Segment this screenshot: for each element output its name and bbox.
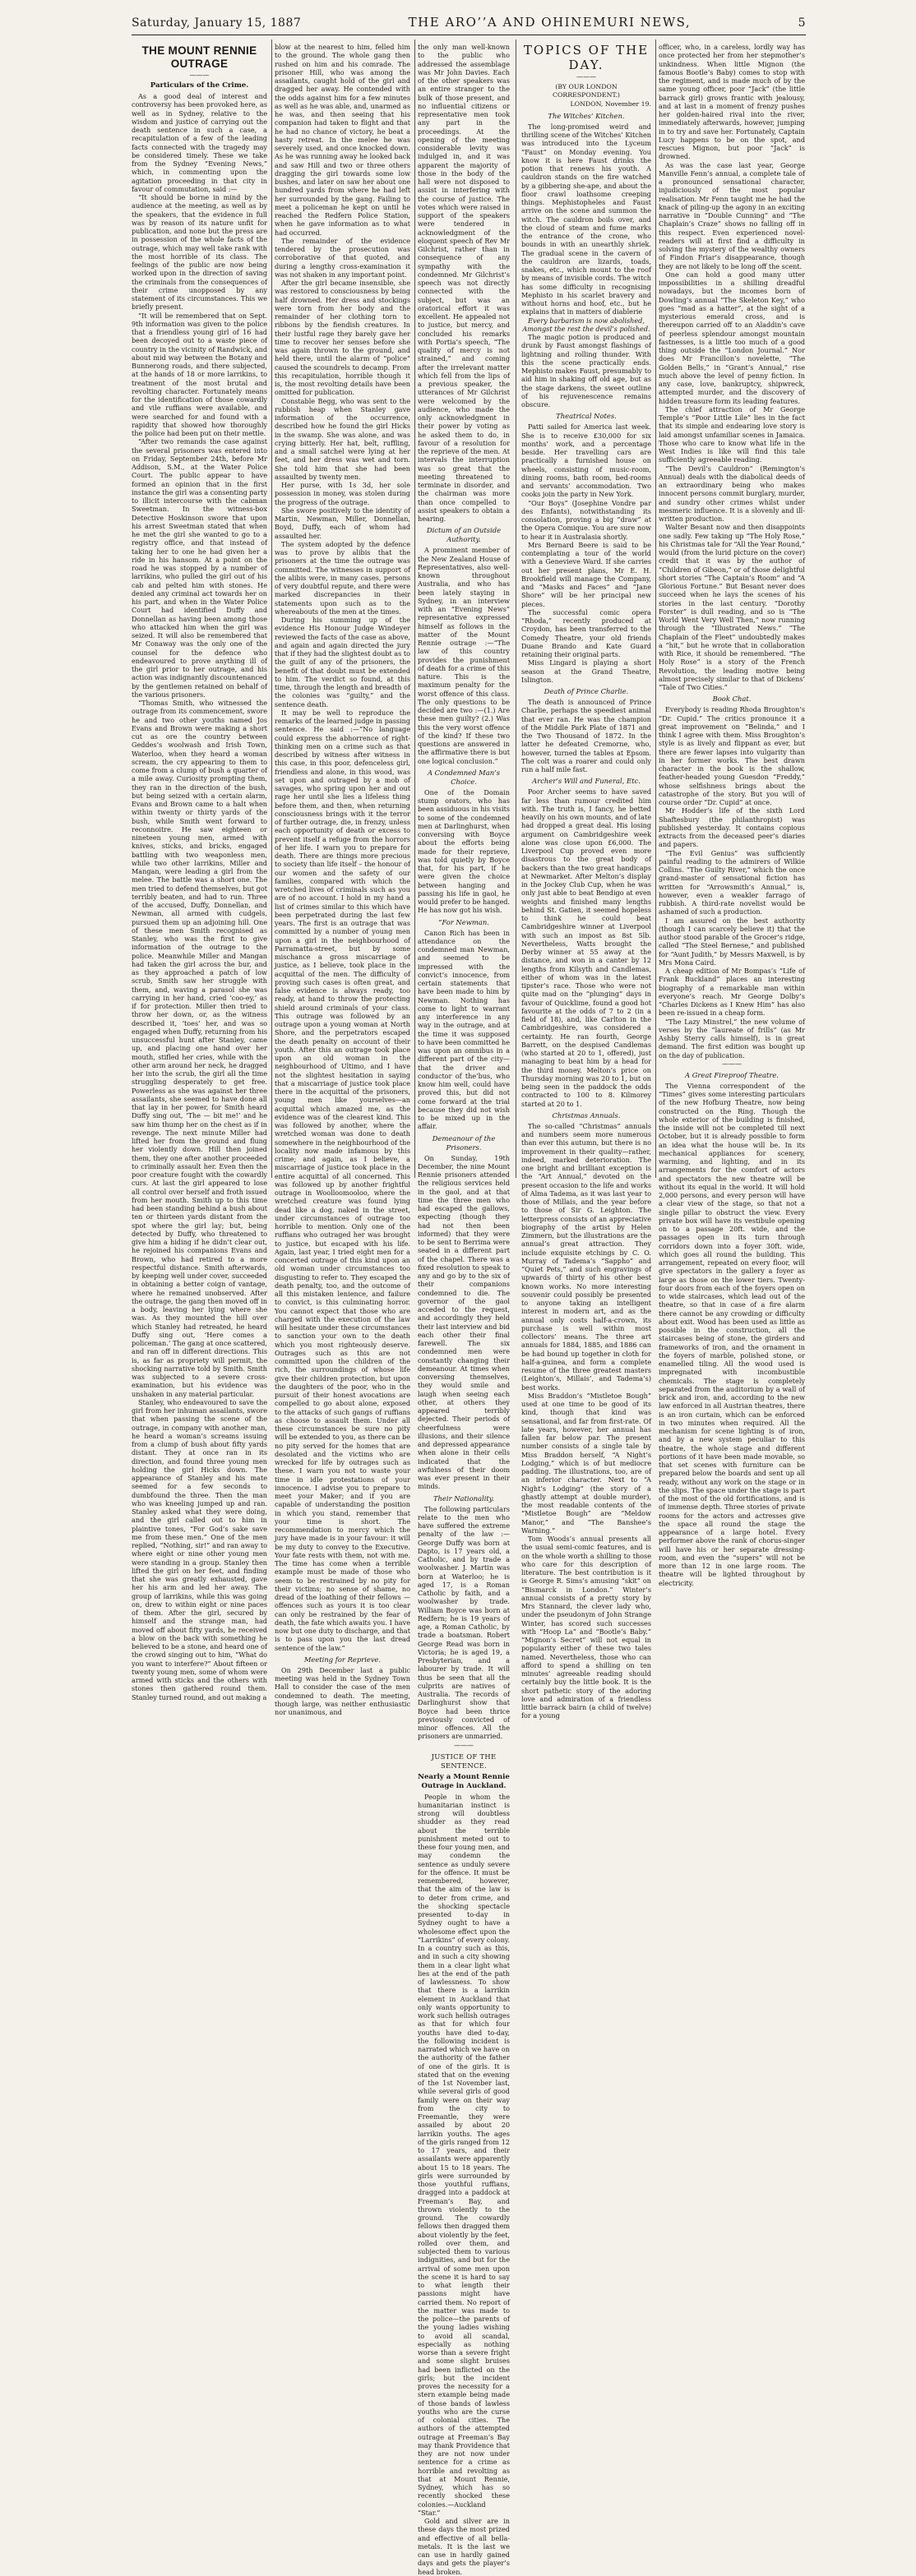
paragraph: The magic potion is produced and drunk by Faust amongst flashings of lightning and rolling thunder. With this the scene practically ends. Mephisto makes Faust, presumably to aid him in shaking off old age, but as the stage darkens, the sweet outline of his rejuvenescence remains obscure. — [521, 333, 651, 409]
paragraph: As a good deal of interest and controversy has been provoked here, as well as in Sydney, relative to the wisdom and justice of carrying out the death sentence in such a case, a recapitulation of a few of the leading facts connected with the tragedy may be considered timely. These we take from the Sydney “Evening News,” which, in commenting upon the agitation proceeding in that city in favour of commutation, said :— — [132, 92, 267, 193]
section-subhead: Book Chat. — [712, 695, 752, 704]
paragraph: Mrs Bernard Beere is said to be contemplating a tour of the world with a Genevieve Ward. If she carries out her present plans, Mr E. H. Brookfield will manage the Company, and “Masks and Faces” and “Jane Shore” will be her principal new pieces. — [521, 540, 651, 608]
column-divider — [271, 39, 272, 1178]
paragraph: The death is announced of Prince Charlie, perhaps the speediest animal that ever ran. He was the champion of the Middle Park Plate of 1871 and the Two Thousand of 1872. In the latter he defeated Cremorne, who, however, turned the tables at Epsom. The colt was a roarer and could only run a half mile fast. — [521, 698, 651, 773]
paragraph: blow at the nearest to him, felled him to the ground. The whole gang then rushed on him and his comrade. The prisoner Hill, who was among the assailants, caught hold of the girl and dragged her away. He contended with the odds against him for a few minutes as well as he was able, and, unarmed as he was, and then seeing that his companion had taken to flight and that he had no chance of victory, he beat a hasty retreat. In the melee he was severely used, and once knocked down. As he was running away he looked back and saw Hill and two or three others dragging the girl towards some low bushes, and later on saw her about one hundred yards from where he had left her surrounded by the gang. Failing to meet a policeman he kept on until he reached the Redfern Police Station, when he gave information as to what had occurred. — [275, 43, 410, 237]
column-1 — [132, 43, 267, 1701]
masthead — [132, 15, 806, 33]
paragraph: Poor Archer seems to have saved far less than rumour credited him with. The truth is, I fancy, he betted heavily on his own mounts, and of late had dropped a great deal. His losing argument on Cambridgeshire week alone was close upon £6,000. The Liverpool Cup proved even more disastrous to the great body of backers than the two great handicaps at Newmarket. After Melton’s display in the Jockey Club Cup, when he was only just able to beat Bendigo at even weights and finished many lengths behind St. Gatien, it seemed hopeless to think he could beat Cambridgeshire winner at Liverpool with such an impost as 8st 5lb. Nevertheless, Watts brought the Derby winner at 55 away at the distance, and won in a canter by 12 lengths from Kilsyth and Candlemas, either of whom was in the latest tipster’s race. Those who were not quite mad on the “plunging” days in favour of Quicklime, found a good hot favourite at the odds of 7 to 2 (in a field of 18), and, like Carlton in the Cambridgeshire, was considered a certainty. He ran fourth, George Barrett, on the despised Candlemas (who started at 20 to 1, offered), just managing to beat him by a head for the third money. Melton’s price on Thursday morning was 20 to 1, but on being seen in the paddock the odds contracted to 100 to 8. Kilmorey started at 20 to 1. — [521, 787, 651, 1108]
section-divider: ——— — [454, 1741, 474, 1749]
paragraph: People in whom the humanitarian instinct is strong will doubtless shudder as they read about the terrible punishment meted out to these four young men, and may condemn the sentence as unduly severe for the offence. It must be remembered, however, that the aim of the law is to deter from crime, and the shocking spectacle presented to-day in Sydney ought to have a wholesome effect upon the “Larrikins” of every colony. In a country such as this, and in such a city showing them in a clear light what lies at the end of the path of lawlessness. To show that there is a larrikin element in Auckland that only wants opportunity to work such hellish outrages as that for which four youths have died to-day, the following incident is narrated which we have on the authority of the father of one of the girls. It is stated that on the evening of the 1st November last, while several girls of good family were on their way from the city to Freemantle, they were assailed by about 20 larrikin youths. The ages of the girls ranged from 12 to 17 years, and their assailants were apparently about 15 to 18 years. The girls were surrounded by those youthful ruffians, dragged into a paddock at Freeman’s Bay, and thrown violently to the ground. The cowardly fellows then dragged them about violently by the feet, rolled over them, and subjected them to various indignities, and but for the arrival of some men upon the scene it is hard to say to what length their passions might have carried them. No report of the matter was made to the police—the parents of the young ladies wishing to avoid all scandal, especially as nothing worse than a severe fright and some slight bruises had been inflicted on the girls; but the incident proves the necessity for a stern example being made of those bands of lawless youths who are the curse of colonial cities. The authors of the attempted outrage at Freeman’s Bay may thank Providence that they are not now under sentence for a crime as horrible and revolting as that at Mount Rennie, Sydney, which has so recently shocked these colonies.—Auckland “Star.” — [418, 1792, 510, 2517]
paragraph: The system adopted by the defence was to prove by alibis that the prisoners at the time the outrage was committed. The witnesses in support of the alibis were, in many cases, persons of very doubtful repute, and there were marked discrepancies in their statements upon such as to the whereabouts of the men at the times. — [275, 539, 410, 616]
paragraph: “It should be borne in mind by the audience at the meeting, as well as by the speakers, that the evidence in full was by reason of its nature unfit for publication, and none but the press are in possession of the whole facts of the outrage, which may well take rank with the most horrible of its class. The feelings of the public are now being worked upon in the direction of saving the criminals from the consequences of their crime unopposed by any statement of its circumstances. This we briefly present. — [132, 193, 267, 312]
page-number: 5 — [798, 16, 806, 30]
section-subhead: “For Newman. — [438, 917, 489, 926]
paragraph: The successful comic opera “Rhoda,” recently produced at Croydon, has been transferred to the Comedy Theatre, your old friends Duane Brando and Kate Guard retaining their original parts. — [521, 607, 651, 658]
paragraph: Walter Besant now and then disappoints one sadly. Few taking up “The Holy Rose,” his Christmas tale for “All the Year Round,” would (from the lurid picture on the cover) credit that it was by the author of “Children of Gibeon,” or of those delightful short stories “The Captain’s Room” and “A Glorious Fortune.” But Besant never does succeed when he lays the scenes of his stories in the last century. “Dorothy Forster” is dull reading, and so is “The World Went Very Well Then,” now running through the “Illustrated News.” “The Chaplain of the Fleet” undoubtedly makes a “hit,” but he wrote that in collaboration with Rice, it should be remembered. “The Holy Rose” is a story of the French Revolution, the leading motive being almost precisely similar to that of Dickens’ “Tale of Two Cities.” — [659, 523, 805, 691]
section-subhead: Archer’s Will and Funeral, Etc. — [532, 777, 641, 786]
paragraph: I am assured on the best authority (though I can scarcely believe it) that the author stood parable of the Grocer’s ridge, called “The Steel Bernese,” and published for “Aunt Judith,” by Messrs Maxwell, is by Mrs Mona Caird. — [659, 916, 805, 967]
column-5 — [659, 43, 805, 1587]
paragraph: On 29th December last a public meeting was held in the Sydney Town Hall to consider the case of the men condemned to death. The meeting, though large, was neither enthusiastic nor unanimous, and — [275, 1665, 410, 1716]
issue-date: Saturday, January 15, 1887 — [132, 16, 302, 30]
paragraph: “It will be remembered that on Sept. 9th information was given to the police that a friendless young girl of 16 had been decoyed out to a waste piece of country in the vicinity of Randwick, and about mid way between the Botany and Bunnerong roads, and there subjected, at the hands of 18 or more larrikins, to treatment of the most brutal and revolting character. Fortunately means for the identification of those cowardly and vile ruffians were available, and were searched for and found with a rapidity that showed how thoroughly the police had been put on their mettle. — [132, 311, 267, 437]
paragraph: The following particulars relate to the men who have suffered the extreme penalty of the law :—George Duffy was born at Dapto, is 17 years old, a Catholic, and by trade a woolwasher. J. Martin was born at Waterloo; he is aged 17, is a Roman Catholic by faith, and a woolwasher by trade. William Boyce was born at Redfern; he is 19 years of age, a Roman Catholic, by trade a boatsman. Robert George Read was born in Victoria; he is aged 19, a Presbyterian, and a labourer by trade. It will thus be seen that all the culprits are natives of Australia. The records of Darlinghurst show that Boyce had been thrice previously convicted of minor offences. All the prisoners are unmarried. — [418, 1504, 510, 1741]
paragraph: Tom Woods’s annual presents all the usual semi-comic features, and is on the whole worth a shilling to those who care for this description of literature. The best contribution is it is George R. Sims’s amusing “skit” on “Bismarck in London.” Winter’s annual consists of a pretty story by Mrs Stannard, the clever lady who, under the pseudonym of John Strange Winter, has scored such successes with “Hoop La” and “Bootle’s Baby.” “Mignon’s Secret” will not equal in popularity either of these two tales named. Nevertheless, those who can afford to spend a shilling on ten minutes’ agreeable reading should certainly buy the little book. It is the short pathetic story of the adoring love and admiration of a friendless little barrack bairn (a child of twelve) for a young — [521, 1535, 651, 1720]
article-headline: TOPICS OF THE DAY. — [523, 43, 650, 72]
paragraph: Her purse, with 1s 3d, her sole possession in money, was stolen during the progress of the outrage. — [275, 481, 410, 506]
paragraph: The chief attraction of Mr George Temple’s “Poor Little Lile” lies in the fact that its simple and endearing love story is laid amongst unfamiliar scenes in Jamaica. Those who care to know what life in the West Indies is like will find this tale sufficiently agreeable reading. — [659, 404, 805, 464]
paragraph: “Thomas Smith, who witnessed the outrage from its commencement, swore he and two other youths named Jos Evans and Brown were making a short cut as ore the country between Geddes’s woolwash and Irish Town, Waterloo, when they heard a woman scream, the cry appearing to them to come from a clump of bush a quarter of a mile away. Curiosity prompting them, they ran in the direction of the bush, but being seized with a certain alarm, Evans and Brown came to a halt when within twenty or thirty yards of the bush, while Smith went forward to reconnoitre. He saw eighteen or nineteen young men, armed with knives, sticks, and bricks, engaged battling with two weaponless men, while two other larrikins, Miller and Mangan, were leading a girl from the melee. The battle was a short one. The men tried to defend themselves, but got terribly beaten, and had to run. Three of the accused, Duffy, Donnellan, and Newman, all armed with cudgels, pursued them up an adjoining hill. One of these men Smith recognised as Stanley, who was the first to give information of the outrage to the police. Meanwhile Miller and Mangan had taken the girl across the bur, and as they approached a patch of low scrub, Smith saw her struggle with them, and, waving a parasol she was carrying in her hand, cried ‘coo-ey,’ as if for protection. Miller then tried to throw her down, or, as the witness described it, ‘toes’ her, and was so engaged when Duffy, returning from his unsuccessful hunt after Stanley, came up, and placing one hand over her mouth, stifled her cries, while with the other arm around her neck, he dragged her into the scrub, the girl all the time struggling desperately to get free. Powerless as she was against her three assailants, she seemed to have done all that lay in her power, for Smith heard Duffy sing out, ‘The — bit me!’ and he saw him thump her on the chest as if in revenge. The next minute Miller had lifted her from the ground and flung her violently down. Hill then joined them, they one after another proceeded to criminally assault her. Even then the poor creature fought with the cowardly curs. At last the girl appeared to lose all control over herself and froth issued from her mouth. Smith up to this time had been standing behind a bush about ten or thirteen yards distant from the spot where the girl lay; but, being detected by Duffy, who threatened to give him a hiding if he didn’t clear out, he rejoined his companions Evans and Brown, who had retired to a more respectful distance. Smith afterwards, by keeping well under cover, succeeded in obtaining a better coign of vantage, where he remained unobserved. After the outrage, the gang then moved off in a body, leaving her lying where she was. As they mounted the hill over which Stanley had retreated, he heard Duffy sing out, ‘Here comes a policeman.’ The gang at once scattered, and ran off in different directions. This is, as far as propriety will permit, the shocking narrative told by Smith. Smith was subjected to a severe cross-examination, but his evidence was unshaken in any material particular. — [132, 699, 267, 1398]
section-divider: ——— — [189, 72, 210, 79]
section-subhead: Meeting for Reprieve. — [303, 1655, 382, 1664]
paragraph: “The Devil’s Cauldron” (Remington’s Annual) deals with the diabolical deeds of an extraordinary being who makes innocent persons commit burglary, murder, and sundry other crimes whilst under mesmeric influence. It is a slovenly and ill-written production. — [659, 464, 805, 523]
paragraph: It may be well to reproduce the remarks of the learned judge in passing sentence. He said :—“No language could express the abhorrence of right-thinking men on a crime such as that described by witness after witness in this case, in this poor, defenceless girl, friendless and alone, in this wood, was set upon and outraged by a mob of savages, who spring upon her and out rage her until she lies a lifeless thing before them, and then, when returning consciousness brings with it the terror of further outrage, die, in frenzy, unless each opportunity of death or excess to prevent itself a refuge from the horrors of her life. I warn you to prepare for death. There are things more precious to society than life itself – the honour of our women and the safety of our families, compared with which the wretched lives of criminals such as you are of no account. I hold in my hand a list of crimes similar to this which have been perpetrated during the last few years. The first is an outrage that was committed by a number of young men upon a girl in the neighbourhood of Parramatta-street, but by some mischance a gross miscarriage of justice, as I believe, took place in the acquittal of the men. The difficulty of proving such cases is often great, and false evidence is always ready, too ready, at hand to throw the protecting shield around criminals of your class. This outrage was followed by an outrage upon a young woman at North Shore, and the perpetrators escaped the death penalty on account of their youth. After this an outrage took place upon an old woman in the neighbourhood of Ultimo, and I have not the slightest hesitation in saying that a miscarriage of justice took place there in the acquittal of the prisoners, young men like yourselves—an acquittal which amazed me, as the evidence was of the clearest kind. This was followed by another, where the wretched woman was done to death somewhere in the neighbourhood of the locality now made infamous by this crime; and again, as I believe, a miscarriage of justice took place in the entire acquittal of all concerned. This was followed up by another frightful outrage in Woolloomooloo, where the wretched creature was found lying dead like a dog, naked in the street, under circumstances of outrage too horrible to mention. Only one of the ruffians who outraged her was brought to justice, but escaped with his life. Again, last year, I tried eight men for a concerted outrage of this kind upon an old woman under circumstances too disgusting to refer to. They escaped the death penalty, too, and the outcome of all this mistaken lenience, and failure to convict, is this culminating horror. You cannot expect that those who are charged with the execution of the law will hesitate under these circumstances to sanction your own to the death which you most righteously deserve. Outrages such as this are not committed upon the children of the rich, the surroundings of whose life give their children protection, but upon the daughters of the poor, who in the pursuit of their honest avocations are compelled to go about alone, exposed to the attacks of such gangs of ruffians as choose to assault them. Under all these circumstances be sure no pity will be extended to you, as there can be no pity served for the homes that are desolated and the victims who are wrecked for life by outrages such as these. I warn you not to waste your time in idle protestations of your innocence. I advise you to prepare to meet your Maker; and if you are capable of understanding the position in which you stand, remember that your time is short. The recommendation to mercy which the jury have made is in your favour: it will be my duty to convey to the Executive. Your fate rests with them, not with me. The time has come when a terrible example must be made of those who seem to be restrained by no pity for their victims; no sense of shame, no dread of the loathing of their fellows — offences such as yours it is too clear can only be restrained by the fear of death, the fate which awaits you. I have now but one duty to discharge, and that is to pass upon you the last dread sentence of the law.” — [275, 708, 410, 1652]
column-4 — [521, 43, 651, 1720]
section-divider: ——— — [722, 1059, 742, 1068]
paragraph: As was the case last year, George Manville Fenn’s annual, a complete tale of a pronounced sensational character, injudiciously of the most popular realisation. Mr Fenn taught me he had the knack of piling-up the agony in an exciting narrative in “Double Cunning” and “The Chaplain’s Craze” shows no falling off in this respect. Even experienced novel-readers will at first find a difficulty in solving the mystery of the wealthy owners of Findon Friar’s disappearance, though they are not likely to be long off the scent. — [659, 160, 805, 270]
paragraph: The Vienna correspondent of the “Times” gives some interesting particulars of the new Hofburg Theatre, now being constructed on the Ring. Though the whole exterior of the building is finished, the inside will not be completed till next October, but it is already possible to form an idea what the house will be. In its mechanical appliances for scenery, warming, and lighting, and in its arrangements for the comfort of actors and spectators the new theatre will be without its equal in the world. It will hold 2,000 persons, and every person will have a clear view of the stage, so that not a single pillar to obstruct the view. Every private box will have its vestibule opening on to a passage 20ft. wide, and the passages open in its turn through corridors down into a foyer 30ft. wide, which goes all round the building. This arrangement, repeated on every floor, will give spectators in the gallery a foyer as large as those on the lower tiers. Twenty-four doors from each of the foyers open on to wide staircases, which lead out of the theatre, so that in case of a fire alarm there cannot be any crowding or difficulty about exit. Wood has been used as little as possible in the construction, all the staircases being of stone, the girders and frameworks of iron, and the ornament in the foyers of marble, polished stone, or enamelled tiling. All the wood used is impregnated with incombustible chemicals. The stage is completely separated from the auditorium by a wall of brick and iron, and, according to the new law enforced in all Austrian theatres, there is an iron curtain, which can be enforced in two minutes when required. All the mechanism for scene lighting is of iron, and by a new system peculiar to this theatre, the whole stage and different portions of it have been made movable, so that set scenes with furniture can be prepared below the boards and sent up all ready, without any work on the stage or in the slips. The space under the stage is part of the most of the old fortifications, and is of immense depth. Three stories of private rooms for the actors and actresses give the space all round the stage the appearance of a large hotel. Every performer above the rank of chorus-singer will have his or her separate dressing-room, and even the “supers” will not be more than 12 in one large room. The theatre will be lighted throughout by electricity. — [659, 1081, 805, 1587]
dateline: LONDON, November 19. — [570, 99, 651, 108]
section-subhead: Demeanour of the Prisoners. — [432, 1133, 496, 1152]
paragraph: Everybody is reading Rhoda Broughton’s “Dr. Cupid.” The critics pronounce it a great improvement on “Belinda,” and I think I agree with them. Miss Broughton’s style is as lively and flippant as ever, but there are fewer lapses into vulgarity than in her former works. The best drawn character in the book is the shallow, feather-headed young Guesdon “Freddy,” whose selfishness brings about the catastrophe of the story. But you will of course order “Dr. Cupid” at once. — [659, 705, 805, 806]
verse-quote: Every barbarism is now abolished, Amongst the rest the devil’s polished. — [522, 316, 650, 333]
newspaper-title: THE ARO’’A AND OHINEMURI NEWS, — [408, 15, 692, 30]
paragraph: officer, who, in a careless, lordly way has once protected her from her stepmother’s unkindness. When little Mignon (the famous Bootle’s Baby) comes to stop with the regiment, and is made much of by the same young officer, poor “Jack” (the little barrack girl) grows frantic with jealousy, and at last in a moment of frenzy pushes her golden-haired rival into the river, immediately afterwards, however, jumping in to try and save her. Fortunately, Captain Lucy happens to be on the spot, and rescues Mignon, but poor “Jack” is drowned. — [659, 43, 805, 161]
section-subhead: A Great Fireproof Theatre. — [685, 1070, 779, 1079]
paragraph: Miss Lingard is playing a short season at the Grand Theatre, Islington. — [521, 658, 651, 684]
paragraph: Miss Braddon’s “Mistletoe Bough” used at one time to be good of its kind, though that kind was sensational, and far from first-rate. Of late years, however, her annual has fallen far below par. The present number consists of a single tale by Miss Braddon herself, “A Night’s Lodging,” which is of but mediocre padding. The illustrations, too, are of an inferior character. Next to “A Night’s Lodging” (the story of a ghastly attempt at double murder), the most readable contents of the “Mistletoe Bough” are “Meldow Manor,” and “The Banshee’s Warning.” — [521, 1391, 651, 1535]
paragraph: The so-called “Christmas” annuals and numbers seem more numerous than ever this autumn, but there is no improvement in their quality—rather, indeed, marked deterioration. The one bright and brilliant exception is the “Art Annual,” devoted on the present occasion to the life and works of Alma Tadema, as it was last year to those of Millais, and the year before to those of Sir G. Leighton. The letterpress consists of an appreciative biography of the artist by Helen Zimmern, but the illustrations are the annual’s great attraction. They include exquisite etchings by C. O. Murray of Tadema’s “Sappho” and “Quiet Pets,” and such engravings of upwards of thirty of his other best known works. No more interesting souvenir could possibly be presented to anyone taking an intelligent interest in modern art, and as the annual only costs half-a-crown, its purchase is well within most collectors’ means. The three art annuals for 1884, 1885, and 1886 can be had bound up together in cloth for half-a-guinea, and form a complete resume of the three greatest masters (Leighton’s, Millais’, and Tadema’s) best works. — [521, 1121, 651, 1392]
paragraph: “The Evil Genius” was sufficiently painful reading to the admirers of Wilkie Collins. “The Guilty River,” which the once grand-master of sensational fiction has written for “Arrowsmith’s Annual,” is, however, even a weakler farrago of rubbish. A third-rate novelist would be ashamed of such a production. — [659, 848, 805, 916]
paragraph: On Sunday, 19th December, the nine Mount Rennie prisoners attended the religious services held in the gaol, and at that time the three men who had escaped the gallows, expecting (though they had not then been informed) that they were to be sent to Berrima were seated in a different part of the chapel. There was a fixed resolution to speak to any and go by to the six of their companions condemned to die. The governor of the gaol acceded to the request, and accordingly they held their last interview and bid each other their final farewell. The six condemned men were constantly changing their demeanour. At times when conversing themselves, they would smile and laugh when seeing each other, at others they appeared terribly dejected. Their periods of cheerfulness were illusions, and their silence and depressed appearance when alone in their cells indicated that the awfulness of their doom was ever present in their minds. — [418, 1153, 510, 1491]
paragraph: After the girl became insensible, she was restored to consciousness by being half drowned. Her dress and stockings were torn from her body and the remainder of her clothing torn to ribbons by the fiendish creatures. In their lustful rage they barely gave her time to recover her senses before she was again thrown to the ground, and held there, until the alarm of “police” caused the scoundrels to decamp. From this recapitulation, horrible though it is, the most revolting details have been omitted for publication. — [275, 279, 410, 397]
paragraph: A cheap edition of Mr Bompas’s “Life of Frank Buckland” places an interesting biography of a remarkable man within everyone’s reach. Mr George Dolby’s “Charles Dickens as I Knew Him” has also been re-issued in a cheap form. — [659, 967, 805, 1018]
paragraph: Constable Begg, who was sent to the rubbish heap when Stanley gave information of the occurrence, described how he found the girl Hicks in the swamp. She was alone, and was crying bitterly. Her hat, belt, ruffling, and a small satchel were lying at her feet, and her dress was wet and torn. She told him that she had been assaulted by twenty men. — [275, 396, 410, 481]
column-divider — [655, 39, 656, 1178]
paragraph: Mr Hodder’s life of the sixth Lord Shaftesbury (the philanthropist) was published yesterday. It contains copious extracts from the deceased peer’s diaries and papers. — [659, 806, 805, 849]
section-subhead: A Condemned Man’s Choice. — [427, 768, 501, 786]
section-divider: ——— — [576, 73, 596, 81]
paragraph: “The Lazy Minstrel,” the new volume of verses by the “laureate of frills” (as Mr Ashby Sterry calls himself), is in great demand. The first edition was bought up on the day of publication. — [659, 1017, 805, 1059]
column-3 — [418, 43, 510, 2576]
section-subhead: Theatrical Notes. — [556, 412, 617, 421]
paragraph: “Our Boys” (Josephine Vondre par des Enfants), notwithstanding its consolation, proving a big “draw” at the Opera Comique. You are sure now to hear it in Australasia shortly. — [521, 498, 651, 541]
section-subhead: Their Nationality. — [433, 1493, 495, 1503]
paragraph: Canon Rich has been in attendance on the condemned man Newman, and seemed to be impressed with the convict’s innocence, from certain statements that have been made to him by Newman. Nothing has come to light to warrant any interference in any way in the outrage, and at the time it was supposed to have been committed he was upon an omnibus in a different part of the city—that the driver and conductor of the’bus, who know him well, could have proved this, but did not come forward at the trial because they did not wish to be mixed up in the affair. — [418, 928, 510, 1131]
paragraph: the only man well-known to the public who addressed the assemblage was Mr John Davies. Each of the other speakers was an entire stranger to the bulk of those present, and no influential citizens or representative men took any part in the proceedings. At the opening of the meeting considerable levity was indulged in, and it was apparent the majority of those in the body of the hall were not disposed to assist in interfering with the course of justice. The votes which were raised in support of the speakers were tendered in acknowledgment of the eloquent speech of Rev Mr Gilchrist, rather than in consequence of any sympathy with the condemned. Mr Gilchrist’s speech was not directly connected with the subject, but was an oratorical effort it was excellent. He appealed not to justice, but mercy, and concluded his remarks with Portia’s speech, “The quality of mercy is not strained,” and coming after the irrelevant matter which fell from the lips of a previous speaker, the utterances of Mr Gilchrist were welcomed by the audience, who made the only acknowledgment in their power by voting as he asked them to do, in favour of a resolution for the reprieve of the men. At intervals the interruption was so great that the meeting threatened to terminate in disorder, and the chairman was more than once compelled to assist speakers to obtain a hearing. — [418, 43, 510, 523]
paragraph: One can hold a good many utter impossibilities in a shilling dreadful nowadays, but the incomes born of Dowling’s annual “The Skeleton Key,” who goes “mad as a hatter”, at the sight of a mysterious emerald cross, and is thereupon carried off to an Aladdin’s cave of peerless splendour amongst mountain fastnesses, is a little too much of a good thing outside the “London Journal.” Nor does Mr Francillon’s novelette, “The Golden Bells,” in “Grant’s Annual,” rise much above the level of penny fiction. In any case, love, bankruptcy, shipwreck, attempted murder, and the discovery of hidden treasure form its leading features. — [659, 270, 805, 405]
section-subhead: Dictum of an Outside Authority. — [426, 526, 502, 544]
section-subhead: The Witches’ Kitchen. — [548, 111, 625, 120]
paragraph: One of the Domain stump orators, who has been assiduous in his visits to some of the condemned men at Darlinghurst, when conversing with Boyce about the efforts being made for their reprieve, was told quietly by Boyce that, for his part, if he were given the choice between hanging and passing his life in gaol, he would prefer to be hanged. He has now got his wish. — [418, 787, 510, 915]
article-headline: THE MOUNT RENNIE OUTRAGE — [141, 44, 257, 70]
paragraph: She swore positively to the identity of Martin, Newman, Miller, Donnellan, Boyd, Duffy, each of whom had assaulted her. — [275, 506, 410, 540]
section-subhead: Christmas Annuals. — [552, 1110, 621, 1119]
paragraph: “After two remands the case against the several prisoners was entered into on Friday, September 24th, before Mr Addison, S.M., at the Water Police Court. The public appear to have formed an opinion that in the first instance the girl was a consenting party to illicit intercourse with the cabman Sweetman. In the witness-box Detective Hoskinson swore that upon his arrest Sweetman stated that when he met the girl she wanted to go to a registry office, and that instead of taking her to one he had given her a ride in his hansom. At a point on the road he was stopped by a number of larrikins, who pulled the girl out of his cab and pelted him with stones. He denied any criminal act towards her on his part, and when in the Water Police Court had identified Duffy and Donnellan as having been among those who attacked him when the girl was seized. It will also be remembered that Mr Conaway was the only one of the counsel for the defence who endeavoured to prove anything ill of the girl prior to her outrage, and his action was indignantly discountenanced by the gentlemen retained on behalf of the various prisoners. — [132, 437, 267, 699]
paragraph: Gold and silver are in these days the most prized and effective of all bella-metals. It is the last we can use in hardly gained days and gets the player’s head broken. — [418, 2517, 510, 2576]
section-subhead: Death of Prince Charlie. — [544, 687, 629, 695]
column-divider — [414, 39, 415, 1178]
article-subhead: Particulars of the Crime. — [150, 81, 249, 90]
column-2 — [275, 43, 410, 1716]
section-subhead: Nearly a Mount Rennie Outrage in Auckland. — [418, 1772, 510, 1790]
paragraph: A prominent member of the New Zealand House of Representatives, also well-known throughout Australia, and who has been lately staying in Sydney, in an interview with an “Evening News” representative expressed himself as follows in the matter of the Mount Rennie outrage :—“The law of this country provides the punishment of death for a crime of this nature. This is the maximum penalty for the worst offence of this class. The only questions to be decided are two :—(1.) Are these men guilty? (2.) Was this the very worst offence of the kind? If these two questions are answered in the affirmative there is but one logical conclusion.” — [418, 546, 510, 765]
section-heading: JUSTICE OF THE SENTENCE. — [431, 1752, 497, 1770]
paragraph: Stanley, who endeavoured to save the girl from her inhuman assailants, swore that when passing the scene of the outrage, in company with another man, he heard a woman’s screams issuing from a clump of bush about fifty yards distant. They at once ran in its direction, and found three young men holding the girl Hicks down. The appearance of Stanley and his mate seemed for a few seconds to dumbfound the three. Then the man who was kneeling jumped up and ran. Stanley asked what they were doing, and the girl called out to him in plaintive tones, “For God’s sake save me from these men.” One of the men replied, “Nothing, sir!” and ran away to where eight or nine other young men were standing in a group. Stanley then lifted the girl on her feet, and finding that she was greatly exhausted, gave her his arm and led her away. The group of larrikins, while this was going on, drew to within eight or nine paces of them. After the girl, secured by himself and the strange man, had moved off about fifty yards, he received a blow on the back with something he believed to be a stone, and heard one of the crowd singing out to him, “What do you want to interfere?” About fifteen or twenty young men, some of whom were armed with sticks and the others with stones then gathered round them. Stanley turned round, and out making a — [132, 1397, 267, 1701]
paragraph: During his summing up of the evidence His Honour Judge Windeyer reviewed the facts of the case as above, and again and again directed the jury that if they had the slightest doubt as to the guilt of any of the prisoners, the benefit of that doubt must be extended to him. The verdict so found, at this time, through the length and breadth of the colonies was “guilty,” and the sentence death. — [275, 616, 410, 709]
paragraph: Patti sailed for America last week. She is to receive £30,000 for six months’ work, and a percentage beside. Her travelling cars are practically a furnished house on wheels, consisting of music-room, dining rooms, bath room, bed-rooms and servants’ accommodation. Two cooks join the party in New York. — [521, 422, 651, 499]
byline: (BY OUR LONDON CORRESPONDENT.) — [553, 83, 620, 99]
paragraph: The long-promised weird and thrilling scene of the Witches’ Kitchen was introduced into the Lyceum “Faust” on Monday evening. You know it is here Faust drinks the potion that renews his youth. A cauldron stands on the fire watched by a gibbering she-ape, and about the floor crawl loathsome creeping things. Mephistopheles and Faust arrive on the scene and summon the witch. The cauldron boils over, and the cloud of steam and fume marks the entrance of the crone, who bounds in with an unearthly shriek. The gradual scene in the cavern of the cauldron are lizards, toads, snakes, etc., which mount to the roof by means of invisible cords. The witch has some difficulty in recognising Mephisto in his scarlet bravery and without horns and hoof, etc., but he explains that in matters of diablerie — [521, 122, 651, 316]
paragraph: The remainder of the evidence tendered by the prosecution was corroborative of that quoted, and during a lengthy cross-examination it was not shaken in any important point. — [275, 236, 410, 279]
